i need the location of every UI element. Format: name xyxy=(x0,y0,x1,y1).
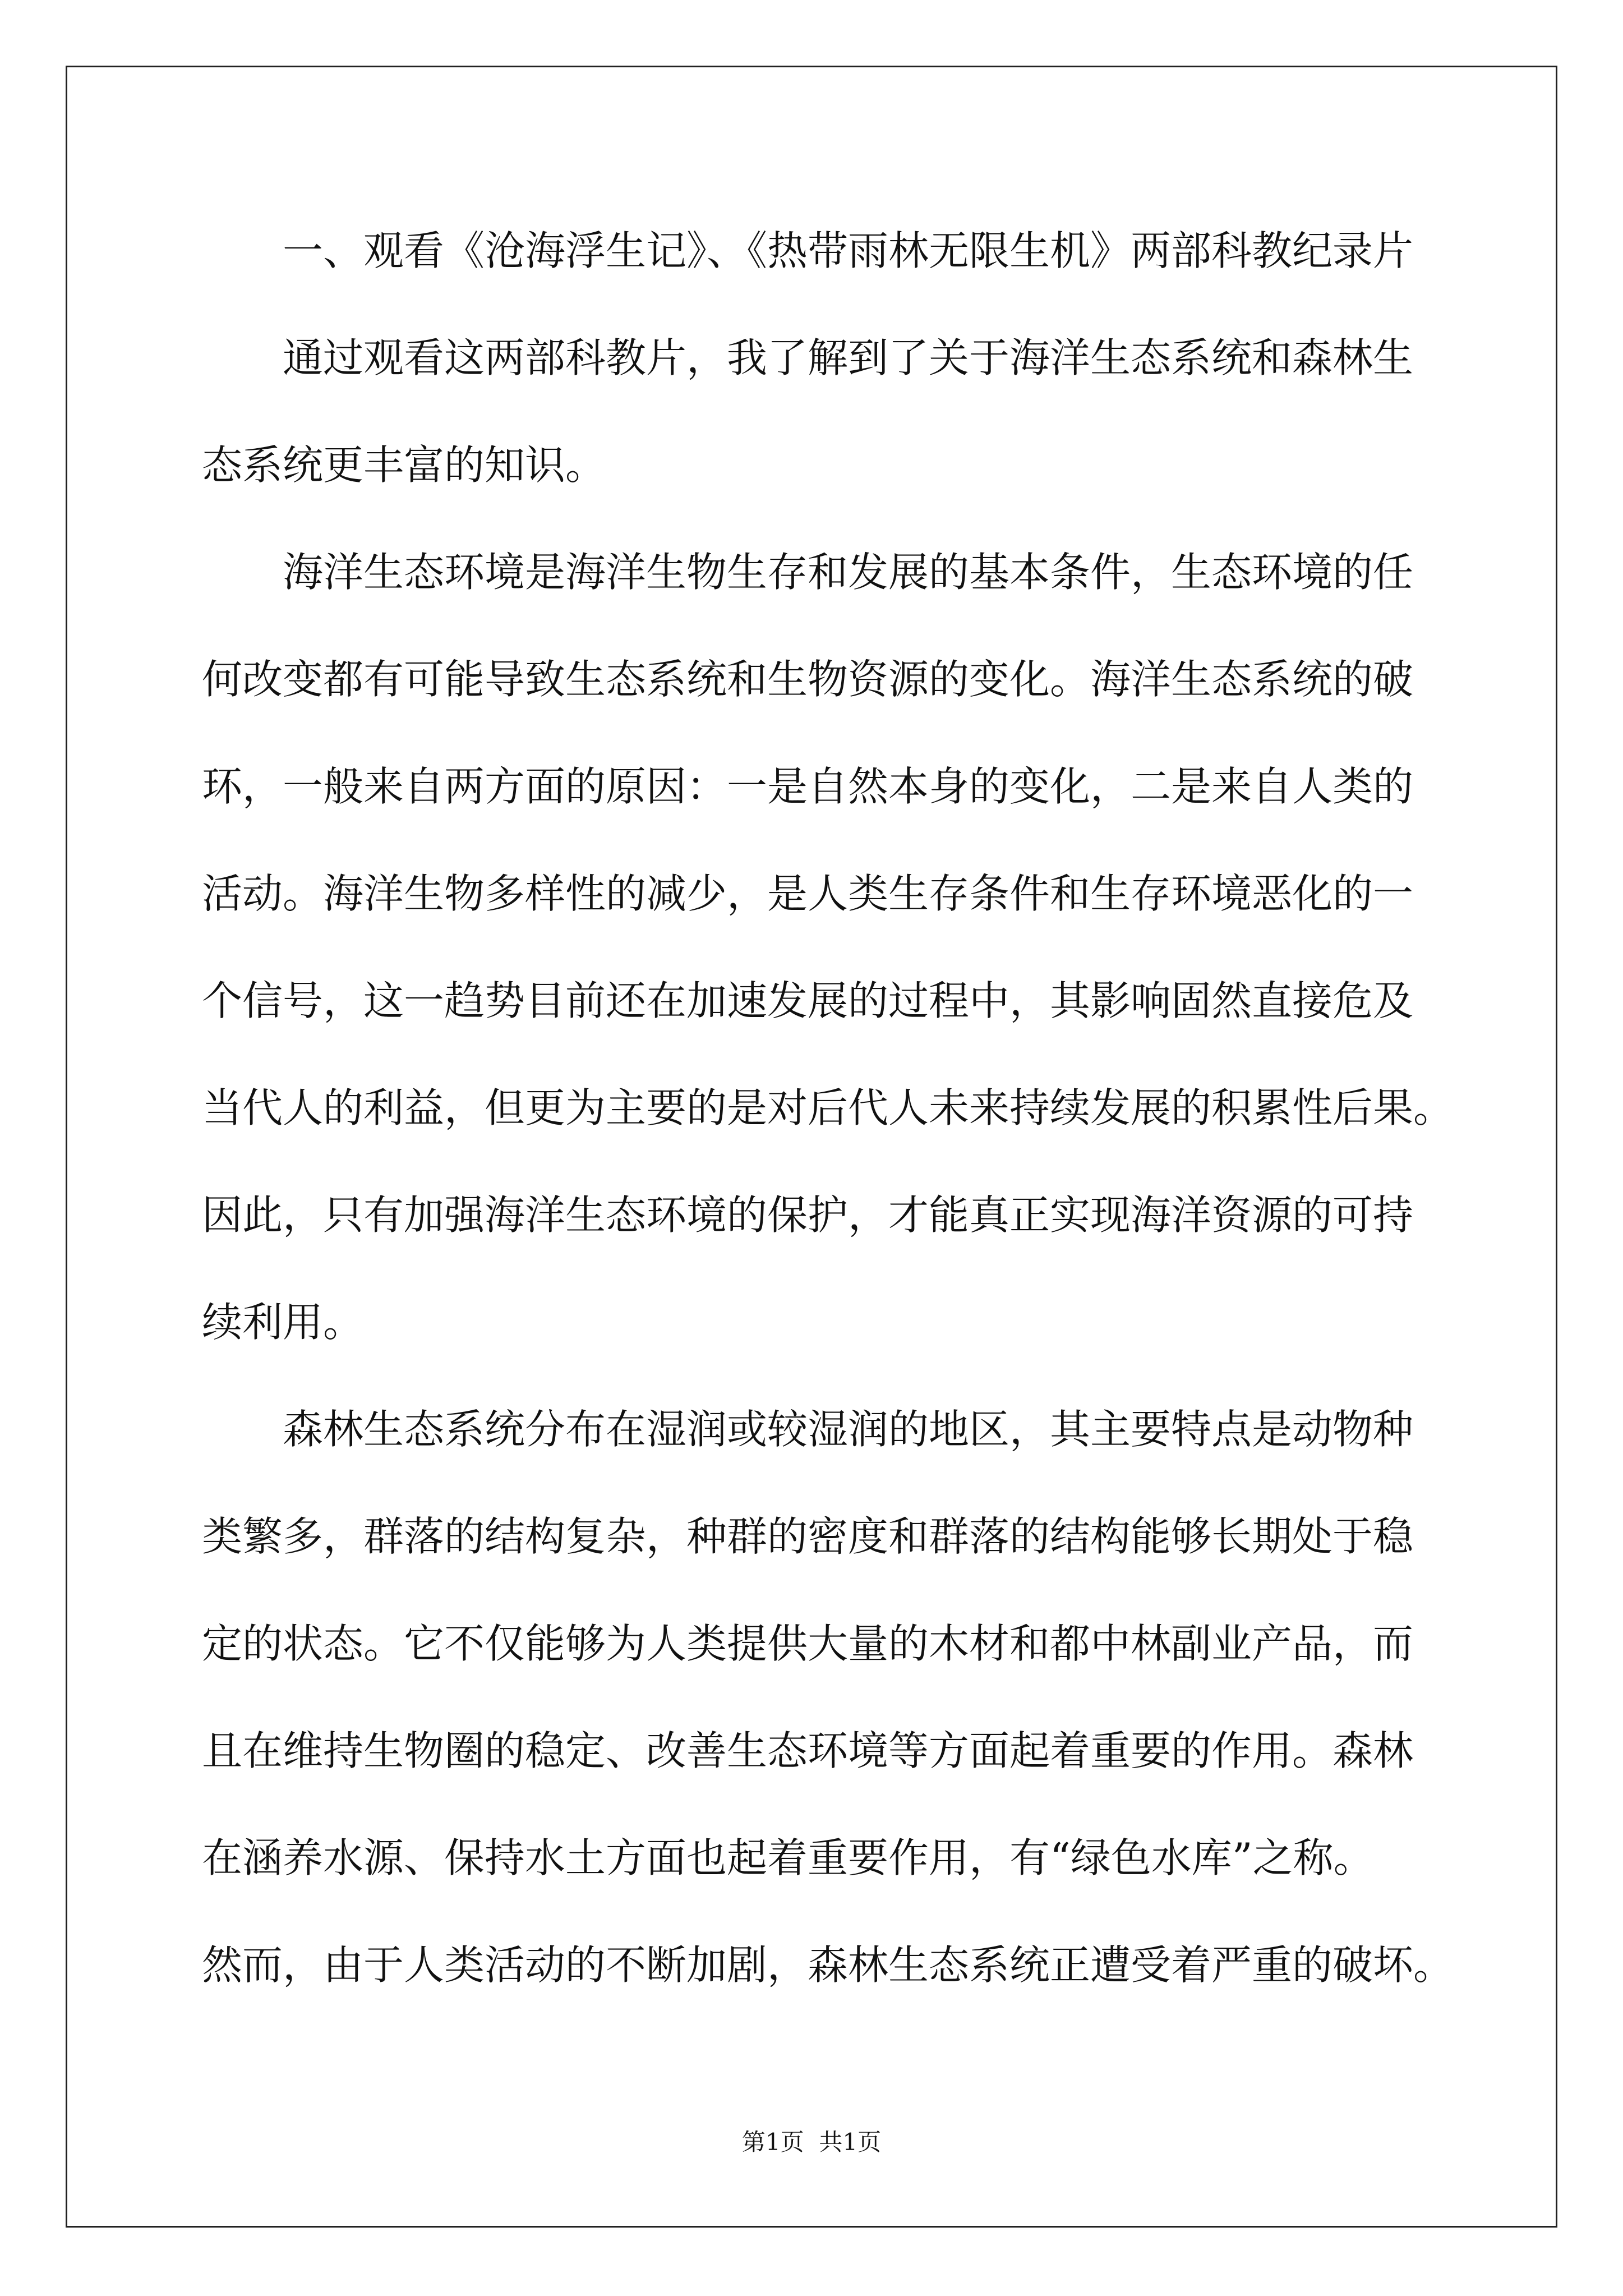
text-line: 环，一般来自两方面的原因：一是自然本身的变化，二是来自人类的 xyxy=(202,763,1414,810)
text-line: 通过观看这两部科教片，我了解到了关于海洋生态系统和森林生 xyxy=(283,334,1414,381)
text-line: 海洋生态环境是海洋生物生存和发展的基本条件，生态环境的任 xyxy=(283,549,1414,596)
text-line: 且在维持生物圈的稳定、改善生态环境等方面起着重要的作用。森林 xyxy=(202,1727,1414,1774)
paragraph-intro xyxy=(202,305,1509,519)
text-line: 森林生态系统分布在湿润或较湿润的地区，其主要特点是动物种 xyxy=(283,1406,1414,1453)
text-line: 类繁多，群落的结构复杂，种群的密度和群落的结构能够长期处于稳 xyxy=(202,1513,1414,1560)
text-line: 续利用。 xyxy=(202,1299,364,1346)
text-line: 态系统更丰富的知识。 xyxy=(202,441,606,489)
text-line: 然而，由于人类活动的不断加剧，森林生态系统正遭受着严重的破坏。 xyxy=(202,1941,1454,1989)
text-line: 在涵养水源、保持水土方面也起着重要作用，有“绿色水库”之称。 xyxy=(202,1834,1374,1881)
text-line: 定的状态。它不仅能够为人类提供大量的木材和都中林副业产品，而 xyxy=(202,1620,1414,1667)
text-line: 活动。海洋生物多样性的减少，是人类生存条件和生存环境恶化的一 xyxy=(202,870,1414,917)
paragraph-ocean xyxy=(202,519,1509,1376)
text-line: 个信号，这一趋势目前还在加速发展的过程中，其影响固然直接危及 xyxy=(202,977,1414,1024)
paragraph-forest xyxy=(202,1376,1509,2019)
text-line: 何改变都有可能导致生态系统和生物资源的变化。海洋生态系统的破 xyxy=(202,656,1414,703)
page-number-footer: 第1页 共1页 xyxy=(741,2128,882,2156)
text-line: 因此，只有加强海洋生态环境的保护，才能真正实现海洋资源的可持 xyxy=(202,1191,1414,1239)
text-line: 一、观看《沧海浮生记》、《热带雨林无限生机》两部科教纪录片 xyxy=(283,227,1414,274)
document-body xyxy=(202,197,1509,2019)
paragraph-heading xyxy=(202,197,1509,305)
text-line: 当代人的利益，但更为主要的是对后代人未来持续发展的积累性后果。 xyxy=(202,1084,1454,1131)
